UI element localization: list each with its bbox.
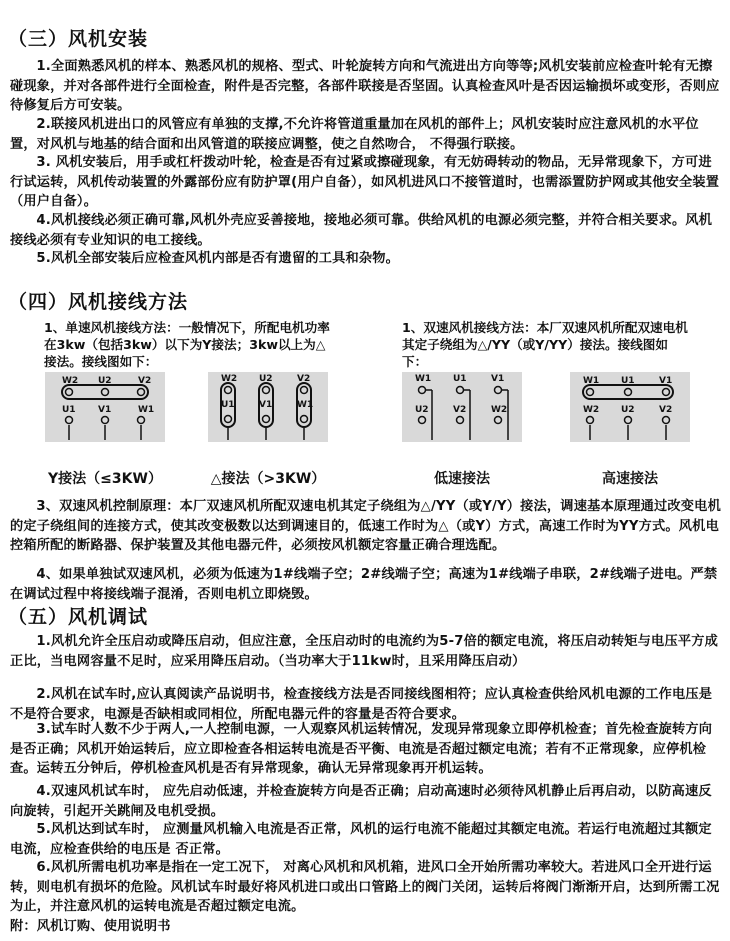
terminal-label: W1 (415, 374, 432, 384)
sec5-paragraph-5: 5.风机达到试车时， 应测量风机输入电流是否正常，风机的运行电流不能超过其额定电流。若运行电流超过其额定电流，应检查供给的电压是 否正常。 (10, 822, 712, 857)
high-speed-diagram (570, 372, 690, 442)
sec3-paragraph-1: 1.全面熟悉风机的样本、熟悉风机的规格、型式、叶轮旋转方向和气流进出方向等等;风机安装前应检查叶轮有无擦碰现象，并对各部件进行全面检查，附件是否完整，各部件联接是否坚固。认真检查风叶是否因运输损坏或变形，否则应待修复后方可安装。 (10, 59, 720, 113)
terminal-label: W2 (583, 405, 600, 415)
sec5-paragraph-4: 4.双速风机试车时， 应先启动低速，并检查旋转方向是否正确；启动高速时必须待风机静止后再启动，以防高速反向旋转，引起开关跳闸及电机受损。 (10, 784, 712, 819)
terminal-label: V1 (98, 405, 112, 415)
terminal-label: W1 (583, 376, 600, 386)
terminal-label: W2 (221, 374, 238, 384)
low-speed-diagram (402, 372, 522, 442)
sec4-paragraph-4: 4、如果单独试双速风机，必须为低速为1#线端子空；2#线端子空；高速为1#线端子串联，2#线端子进电。严禁在调试过程中将接线端子混淆，否则电机立即烧毁。 (10, 567, 718, 602)
terminal-label: U1 (621, 376, 635, 386)
terminal-label: W2 (491, 405, 508, 415)
terminal-label: U2 (259, 374, 273, 384)
terminal-label: U1 (221, 400, 235, 410)
terminal-label: V2 (453, 405, 467, 415)
terminal-label: V1 (259, 400, 273, 410)
sec5-paragraph-1: 1.风机允许全压启动或降压启动，但应注意，全压启动时的电流约为5-7倍的额定电流，将压启动转矩与电压平方成正比，当电网容量不足时，应采用降压启动。（当功率大于11kw时，且采用降压启动） (10, 634, 718, 669)
terminal-label: U2 (98, 376, 112, 386)
sec5-paragraph-2: 2.风机在试车时,应认真阅读产品说明书，检查接线方法是否同接线图相符；应认真检查供给风机电源的工作电压是不是符合要求，电源是否缺相或同相位，所配电器元件的容量是否符合要求。 (10, 687, 713, 722)
sec4-paragraph-3: 3、双速风机控制原理：本厂双速风机所配双速电机其定子绕组为△/YY（或Y/Y）接法，调速基本原理通过改变电机的定子绕组间的连接方式，使其改变极数以达到调速目的，低速工作时为△（或Y）方式，高速工作时为YY方式。风机电控箱所配的断路器、保护装置及其他电器元件，必须按风机额定容量正确合理选配。 (10, 499, 721, 553)
low-speed-caption: 低速接法 (434, 471, 490, 487)
appendix-note: 附：风机订购、使用说明书 (10, 919, 171, 934)
terminal-label: V1 (659, 376, 673, 386)
section-4-title: （四）风机接线方法 (8, 291, 189, 313)
sec3-paragraph-5: 5.风机全部安装后应检查风机内部是否有遗留的工具和杂物。 (36, 251, 400, 266)
sec5-paragraph-6: 6.风机所需电机功率是指在一定工况下， 对离心风机和风机箱，进风口全开始所需功率较大。若进风口全开进行运转，则电机有损坏的危险。风机试车时最好将风机进口或出口管路上的阀门关闭，运转后将阀门渐渐开启，达到所需工况为止，并注意风机的运转电流是否超过额定电流。 (10, 860, 720, 914)
terminal-label: U2 (621, 405, 635, 415)
sec3-paragraph-3: 3. 风机安装后，用手或杠杆拨动叶轮，检查是否有过紧或擦碰现象，有无妨碍转动的物品，无异常现象下，方可进行试运转，风机传动装置的外露部份应有防护罩(用户自备），如风机进风口不接管道时，也需添置防护网或其他安全装置（用户自备）。 (10, 155, 720, 209)
sec3-paragraph-2: 2.联接风机进出口的风管应有单独的支撑,不允许将管道重量加在风机的部件上；风机安装时应注意风机的水平位置，对风机与地基的结合面和出风管道的联接应调整，使之自然吻合， 不得强行联接。 (10, 117, 699, 152)
high-speed-caption: 高速接法 (602, 471, 658, 487)
terminal-label: U1 (62, 405, 76, 415)
dual-speed-description: 1、双速风机接线方法：本厂双速风机所配双速电机其定子绕组为△/YY（或Y/YY）接法。接线图如下： (402, 320, 688, 369)
sec5-paragraph-3: 3.试车时人数不少于两人,一人控制电源，一人观察风机运转情况，发现异常现象立即停机检查；首先检查旋转方向是否正确；风机开始运转后，应立即检查各相运转电流是否平衡、电流是否超过额定电流；若有不正常现象，应停机检查。运转五分钟后，停机检查风机是否有异常现象，确认无异常现象再开机运转。 (10, 722, 713, 776)
terminal-label: V1 (491, 374, 505, 384)
terminal-label: V2 (297, 374, 311, 384)
terminal-label: V2 (659, 405, 673, 415)
terminal-label: U2 (415, 405, 429, 415)
delta-connection-caption: △接法（>3KW） (210, 471, 326, 487)
terminal-label: W1 (138, 405, 155, 415)
delta-connection-diagram (208, 372, 328, 442)
sec3-paragraph-4: 4.风机接线必须正确可靠,风机外壳应妥善接地，接地必须可靠。供给风机的电源必须完整，并符合相关要求。风机接线必须有专业知识的电工接线。 (10, 213, 713, 248)
y-connection-diagram (45, 372, 165, 442)
terminal-label: W1 (297, 400, 314, 410)
section-3-title: （三）风机安装 (8, 28, 149, 50)
y-connection-caption: Y接法（≤3KW） (48, 471, 162, 487)
terminal-label: V2 (138, 376, 152, 386)
terminal-label: W2 (62, 376, 79, 386)
section-5-title: （五）风机调试 (8, 606, 149, 628)
terminal-label: U1 (453, 374, 467, 384)
single-speed-description: 1、单速风机接线方法：一般情况下，所配电机功率在3kw（包括3kw）以下为Y接法；3kw以上为△接法。接线图如下： (44, 320, 330, 369)
